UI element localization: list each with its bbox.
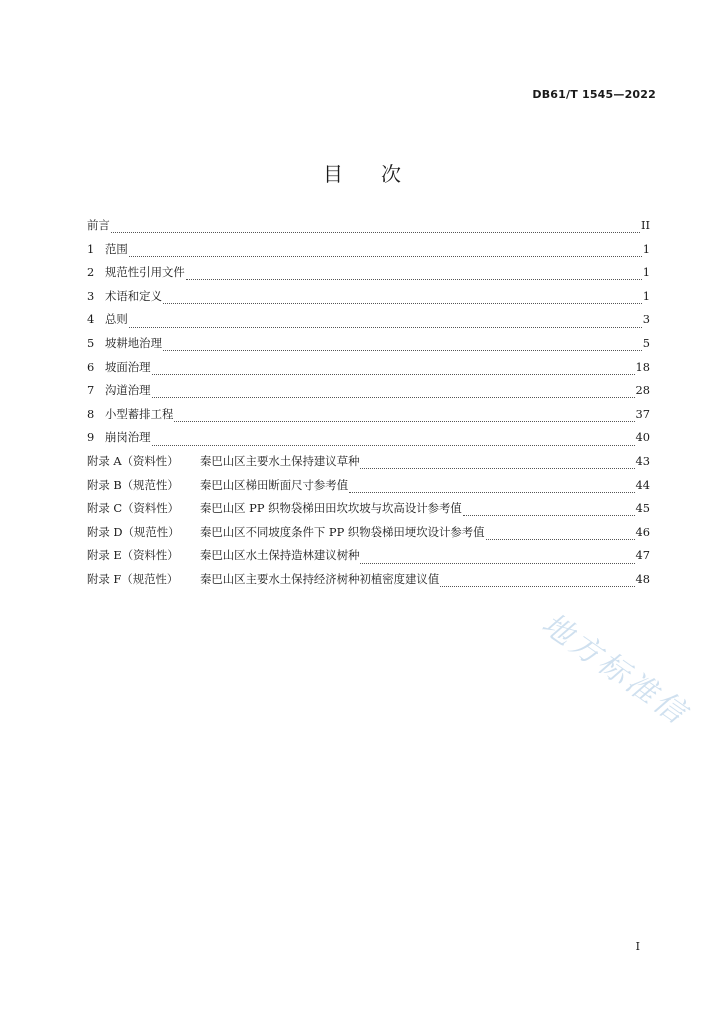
toc-entry-page: 48	[635, 571, 650, 586]
page-number: I	[635, 940, 640, 953]
toc-entry[interactable]	[87, 500, 650, 524]
toc-entry-page: 43	[635, 453, 650, 468]
toc-entry-appendix-prefix: 附录 B（规范性）	[87, 477, 179, 492]
toc-entry-page: 5	[642, 335, 650, 350]
toc-entry-number: 8	[87, 406, 95, 421]
toc-entry-page: 28	[635, 383, 650, 398]
toc-entry-number: 2	[87, 265, 95, 280]
toc-dot-leader	[152, 397, 635, 398]
toc-entry-label: 秦巴山区主要水土保持建议草种	[200, 453, 360, 468]
toc-entry-label: 秦巴山区 PP 织物袋梯田田坎坎坡与坎高设计参考值	[200, 501, 462, 516]
toc-entry-page: 1	[642, 265, 650, 280]
toc-entry[interactable]	[87, 241, 650, 265]
toc-dot-leader	[360, 468, 634, 469]
toc-dot-leader	[440, 586, 634, 587]
toc-dot-leader	[349, 492, 634, 493]
title-part-1: 目	[323, 162, 343, 186]
toc-dot-leader	[163, 303, 642, 304]
toc-entry-label: 总则	[105, 312, 128, 327]
toc-dot-leader	[152, 374, 635, 375]
toc-entry-page: 1	[642, 288, 650, 303]
toc-entry[interactable]	[87, 453, 650, 477]
toc-entry-label: 前言	[87, 218, 110, 232]
toc-entry-appendix-prefix: 附录 A（资料性）	[87, 453, 179, 468]
toc-entry-number: 3	[87, 288, 95, 303]
toc-entry-page: 47	[635, 548, 650, 563]
toc-entry-number: 9	[87, 430, 95, 445]
toc-entry[interactable]	[87, 217, 650, 241]
toc-entry[interactable]	[87, 382, 650, 406]
toc-entry[interactable]	[87, 571, 650, 595]
title-part-2: 次	[381, 162, 401, 186]
toc-entry-page: 40	[635, 430, 650, 445]
toc-entry-page: 46	[635, 524, 650, 539]
toc-entry-appendix-prefix: 附录 F（规范性）	[87, 571, 179, 586]
toc-entry-label: 沟道治理	[105, 383, 151, 398]
toc-entry-page: 45	[635, 501, 650, 516]
toc-entry-number: 6	[87, 359, 95, 374]
toc-entry[interactable]	[87, 477, 650, 501]
toc-entry-page: 1	[642, 241, 650, 256]
toc-dot-leader	[174, 421, 634, 422]
toc-dot-leader	[129, 256, 642, 257]
toc-entry-appendix-prefix: 附录 C（资料性）	[87, 501, 180, 516]
toc-entry[interactable]	[87, 311, 650, 335]
document-code: DB61/T 1545—2022	[532, 88, 656, 101]
toc-entry[interactable]	[87, 288, 650, 312]
toc-entry-label: 秦巴山区主要水土保持经济树种初植密度建议值	[200, 571, 440, 586]
toc-entry-number: 1	[87, 241, 95, 256]
toc-entry-label: 秦巴山区梯田断面尺寸参考值	[200, 477, 349, 492]
toc-entry[interactable]	[87, 264, 650, 288]
toc-entry-label: 术语和定义	[105, 288, 162, 303]
toc-entry-page: II	[641, 218, 650, 232]
toc-entry-number: 5	[87, 335, 95, 350]
toc-entry-appendix-prefix: 附录 E（资料性）	[87, 548, 179, 563]
toc-entry-number: 7	[87, 383, 95, 398]
toc-entry-label: 坡面治理	[105, 359, 151, 374]
toc-entry-label: 坡耕地治理	[105, 335, 162, 350]
toc-entry-label: 小型蓄排工程	[105, 406, 174, 421]
toc-dot-leader	[111, 232, 640, 233]
toc-dot-leader	[463, 515, 635, 516]
toc-entry-page: 44	[635, 477, 650, 492]
toc-entry-appendix-prefix: 附录 D（规范性）	[87, 524, 180, 539]
toc-entry-label: 秦巴山区水土保持造林建议树种	[200, 548, 360, 563]
toc-dot-leader	[186, 279, 642, 280]
toc-entry[interactable]	[87, 547, 650, 571]
toc-entry-page: 3	[642, 312, 650, 327]
toc-entry-label: 崩岗治理	[105, 430, 151, 445]
toc-entry[interactable]	[87, 524, 650, 548]
toc-entry[interactable]	[87, 359, 650, 383]
toc-dot-leader	[486, 539, 635, 540]
toc-entry[interactable]	[87, 429, 650, 453]
toc-dot-leader	[152, 445, 635, 446]
toc-entry-label: 规范性引用文件	[105, 265, 185, 280]
toc-entry-page: 37	[635, 406, 650, 421]
toc-entry-label: 秦巴山区不同坡度条件下 PP 织物袋梯田埂坎设计参考值	[200, 524, 485, 539]
page-title	[0, 158, 724, 187]
toc-dot-leader	[163, 350, 642, 351]
toc-entry-page: 18	[635, 359, 650, 374]
table-of-contents	[87, 217, 650, 595]
toc-dot-leader	[360, 563, 634, 564]
watermark: 地方标准信	[535, 606, 695, 733]
toc-entry[interactable]	[87, 406, 650, 430]
toc-dot-leader	[129, 327, 642, 328]
toc-entry-number: 4	[87, 312, 95, 327]
toc-entry[interactable]	[87, 335, 650, 359]
toc-entry-label: 范围	[105, 241, 128, 256]
